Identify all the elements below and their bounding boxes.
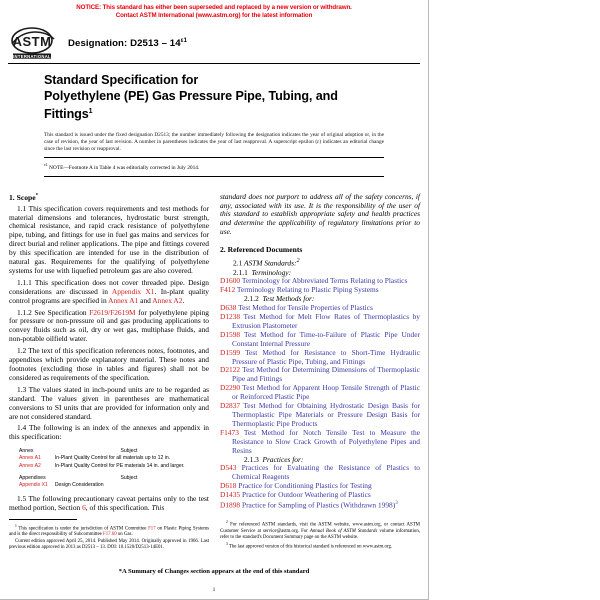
svg-text:ASTM: ASTM [12,34,52,50]
ref-title-d543[interactable]: Practices for Evaluating the Resistance of Plastics to Chemical Reagents [232,463,420,482]
para-num-1-1-2: 1.1.2 [17,307,32,317]
list-item [220,349,420,367]
right-column [220,193,420,511]
table-row [19,482,205,489]
paragraph-1-5 [9,495,209,513]
title-line-2: Polyethylene (PE) Gas Pressure Pipe, Tubing, and Fittings [44,88,338,122]
list-item [220,366,420,384]
para-num-1-1-1: 1.1.1 [17,277,32,287]
astm-logo-icon [10,26,56,60]
ref-title-d1898[interactable]: Practice for Sampling of Plastics (Withdrawn 1998) [241,500,396,510]
footnote-3-text: The last approved version of this historical standard is referenced on www.astm.org. [228,544,393,550]
title-block [0,64,428,181]
summary-of-changes-line: *A Summary of Changes section appears at the end of this standard [118,568,310,576]
ref-code-d1598[interactable]: D1598 [220,329,241,339]
para-text-1-5-b: , of this specification. [85,503,152,513]
link-committee-f17[interactable]: F17 [148,526,156,532]
link-section-6[interactable]: 6 [82,503,86,513]
para-text-1-4: The following is an index of the annexes and appendix in this specification: [9,423,210,442]
ref-code-d1898[interactable]: D1898 [220,500,241,510]
issue-statement: This standard is issued under the fixed designation D2513; the number immediately following the designation indicates the year of original adoption or, in the case of revision, the year of last revision. A number in parentheses indicates the year of last reapproval. A superscript epsilon (ε) indicates an editorial change since the last revision or reapproval. [44,132,384,152]
title-block-bottom-rule [44,176,384,177]
ref-title-d2837[interactable]: Test Method for Obtaining Hydrostatic Design Basis for Thermoplastic Pipe Materials or Pressure Design Basis for Thermoplastic Pipe Products [232,401,420,428]
subsection-num-2-1-1: 2.1.1 [233,267,248,277]
para-text-1-1-1-c: and [138,295,153,305]
footnote-1-text-a: This specification is under the jurisdiction of ASTM Committee [18,526,149,532]
ref-title-f412[interactable]: Terminology Relating to Plastic Piping Systems [236,285,379,295]
section-heading-scope [9,193,209,202]
list-item [220,331,420,349]
subsection-num-2-1: 2.1 [233,258,243,268]
ref-title-d618[interactable]: Practice for Conditioning Plastics for Testing [238,481,372,491]
footnote-2-italic: Annual Book of ASTM Standards [309,528,378,534]
ref-title-d2122[interactable]: Test Method for Determining Dimensions of Thermoplastic Pipe and Fittings [232,365,420,384]
subsection-label-2-1: ASTM Standards: [243,258,297,268]
subsection-num-2-1-2: 2.1.2 [244,294,259,304]
ref-title-d1598[interactable]: Test Method for Time-to-Failure of Plastic Pipe Under Constant Internal Pressure [232,329,420,348]
link-appendix-x1[interactable]: Appendix X1 [111,286,155,296]
table-row [19,463,205,470]
ref-title-d1600[interactable]: Terminology for Abbreviated Terms Relating to Plastics [241,276,408,286]
para-text-1-5-a: The following precautionary caveat pertains only to the test method portion, Section [9,494,209,513]
appendix-x1-subject: Design Consideration [54,482,104,489]
ref-title-f1473[interactable]: Test Method for Notch Tensile Test to Measure the Resistance to Slow Crack Growth of Polyethylene Pipes and Resins [232,427,421,455]
ref-title-d638[interactable]: Test Method for Tensile Properties of Plastics [238,303,373,313]
para-num-1-4: 1.4 [17,423,27,433]
ref-title-d2290[interactable]: Test Method for Apparent Hoop Tensile Strength of Plastic or Reinforced Plastic Pipe [232,383,421,402]
paragraph-1-1 [9,205,209,276]
annex-a2-link[interactable]: Annex A2 [19,462,41,469]
section-heading-referenced-documents: 2. Referenced Documents [220,245,303,255]
paragraph-1-1-1 [9,279,209,306]
annex-a1-subject: In-Plant Quality Control for all materials up to 12 in. [54,455,171,462]
para-text-1-1-1-d: . [182,295,185,305]
ref-code-d2837[interactable]: D2837 [220,401,241,411]
subsection-label-2-1-3: Practices for: [262,454,304,464]
paragraph-1-3 [9,386,209,422]
body-columns [0,182,428,513]
epsilon-note [44,161,384,172]
para-text-1-1-1-a: This specification does not cover threaded pipe. Design considerations are discussed in [9,277,210,296]
ref-code-d638[interactable]: D638 [220,303,237,313]
para-text-1-2: The text of this specification references notes, footnotes, and appendixes which provide explanatory material. These notes and footnotes (excluding those in tables and figures) shall not be considered as requirements of the specification. [9,346,209,382]
footnote-column-left [9,519,209,551]
footnote-3 [220,541,420,551]
link-subcommittee-f17-60[interactable]: F17.60 [103,532,117,538]
para-text-1-5-ital: This [151,503,165,513]
title-line-2-wrap [44,89,384,123]
list-item [220,402,420,429]
paragraph-1-2 [9,347,209,383]
para-num-1-1: 1.1 [17,203,27,213]
designation-text [68,38,187,49]
ref-code-d1600[interactable]: D1600 [220,276,241,286]
table-row [19,455,205,462]
epsilon-note-text: NOTE—Footnote A in Table 4 was editorially corrected in July 2014. [47,164,200,171]
ref-title-d1599[interactable]: Test Method for Resistance to Short-Time Hydraulic Pressure of Plastic Pipe, Tubing, and Fittings [232,347,420,366]
list-item [220,384,420,402]
designation-superscript: ε1 [180,37,188,44]
para-text-1-1-2-b: for polyethylene piping for pressure or non-pressure oil and gas producing applications to convey fluids such as oil, dry or wet gas, multiphase fluids, and non-potable oilfield water. [9,307,209,344]
annex-a1-link[interactable]: Annex A1 [19,455,41,462]
ref-code-d1435[interactable]: D1435 [220,490,241,500]
title-line-1: Standard Specification for [44,73,199,88]
para-num-1-5: 1.5 [17,494,27,504]
list-item [220,313,420,331]
scope-heading-text: 1. Scope [9,192,36,202]
list-item [220,491,420,500]
footnote-2 [220,519,420,541]
annex-col-header: Annex [19,448,34,455]
para-text-1-3: The values stated in inch-pound units are to be regarded as standard. The values given in parentheses are mathematical conversions to SI units that are provided for information only and are not considered standard. [9,384,209,421]
ref-code-d543[interactable]: D543 [220,463,237,473]
footnote-column-right [220,519,420,551]
list-item [220,464,420,482]
link-annex-a2[interactable]: Annex A2 [152,295,183,305]
link-f2619[interactable]: F2619/F2619M [89,307,136,317]
appendix-table-header-row [19,475,205,482]
safety-caveat: standard does not purport to address all of the safety concerns, if any, associated with its use. It is the responsibility of the user of this standard to establish appropriate safety and health practices and determine the applicability of regulatory limitations prior to use. [220,191,420,237]
superseded-notice [0,0,428,20]
para-num-1-3: 1.3 [17,384,27,394]
page-title [44,73,384,123]
ref-code-d1238[interactable]: D1238 [220,312,241,322]
annex-table-header-row [19,448,205,455]
list-item [220,429,420,456]
annex-subject-header: Subject [120,448,138,455]
epsilon-marker: ε1 [44,161,48,167]
designation-label: Designation: [68,38,128,49]
footnote-current-edition: Current edition approved April 25, 2014. Published May 2014. Originally approved in 1966. Last previous edition approved in 2013 as D2513 – 13. DOI: 10.1520/D2513-14E01. [9,538,209,550]
appendix-subject-header: Subject [120,474,138,481]
ref-code-f412[interactable]: F412 [220,285,236,295]
footnote-3-marker: 3 [226,542,228,547]
footnote-2-marker: 2 [226,520,228,525]
footnote-rule-left [9,519,77,520]
list-item [220,500,420,510]
para-text-1-1: This specification covers requirements and test methods for material dimensions and tolerances, hydrostatic burst strength, chemical resistance, and rapid crack resistance of polyethylene pipe, tubing, and fittings for use in fuel gas mains and services for direct burial and reliner applications. The pipe and fittings covered by this specification are intended for use in the distribution of natural gas. Requirements for the qualifying of polyethylene systems for use with liquefied petroleum gas are also covered. [9,203,210,275]
notice-line-1: NOTICE: This standard has either been superseded and replaced by a new version or withdrawn. [76,4,352,11]
appendix-x1-link[interactable]: Appendix X1 [19,482,48,489]
designation-value: D2513 – 14 [130,38,181,49]
subsection-label-2-1-1: Terminology: [251,267,292,277]
para-text-1-1-2-a: See Specification [34,307,90,317]
notice-line-2: Contact ASTM International (www.astm.org) for the latest information [115,12,313,20]
astm-standards-footnote-marker: 2 [296,258,300,265]
footnote-2-text-b: volume information, refer to the standard's Document Summary page on the ASTM website. [220,528,420,541]
svg-text:INTERNATIONAL: INTERNATIONAL [13,54,51,60]
subsection-num-2-1-3: 2.1.3 [244,454,259,464]
scope-heading-asterisk: * [35,193,39,199]
footnote-1 [9,523,209,539]
ref-code-f1473[interactable]: F1473 [220,427,239,437]
subsection-label-2-1-2: Test Methods for: [262,294,315,304]
ref-code-d1599[interactable]: D1599 [220,347,241,357]
ref-title-d1238[interactable]: Test Method for Melt Flow Rates of Thermoplastics by Extrusion Plastometer [232,312,420,330]
link-annex-a1[interactable]: Annex A1 [108,295,139,305]
annex-a2-subject: In-Plant Quality Control for PE materials 14 in. and larger. [54,462,185,469]
ref-code-d618[interactable]: D618 [220,481,237,491]
d1898-footnote-marker: 3 [395,501,398,507]
footnote-1-text-c: on Gas. [116,532,133,538]
footnotes-area [0,519,428,551]
subsection-2-1 [220,257,420,268]
title-footnote-marker: 1 [88,108,93,116]
ref-code-d2290[interactable]: D2290 [220,383,241,393]
footnote-2-text-a: For referenced ASTM standards, visit the ASTM website, www.astm.org, or contact ASTM Customer Service at service@astm.org. For [220,522,420,534]
paragraph-1-1-2 [9,309,209,345]
para-num-1-2: 1.2 [17,346,27,356]
paragraph-1-4 [9,424,209,442]
ref-code-d2122[interactable]: D2122 [220,365,241,375]
ref-title-d1435[interactable]: Practice for Outdoor Weathering of Plastics [241,490,371,500]
annex-index-table [19,448,205,489]
footnote-1-marker: 1 [15,523,17,528]
note-separator [44,157,384,158]
para-text-1-1-1-b: . In-plant quality control programs are specified in [9,286,209,305]
page-number: 1 [212,587,216,593]
appendix-col-header: Appendixes [19,474,46,481]
footnote-1-text-b: on Plastic Piping Systems and is the direct responsibility of Subcommittee [9,526,210,538]
left-column [9,193,209,513]
designation-row [0,20,428,62]
